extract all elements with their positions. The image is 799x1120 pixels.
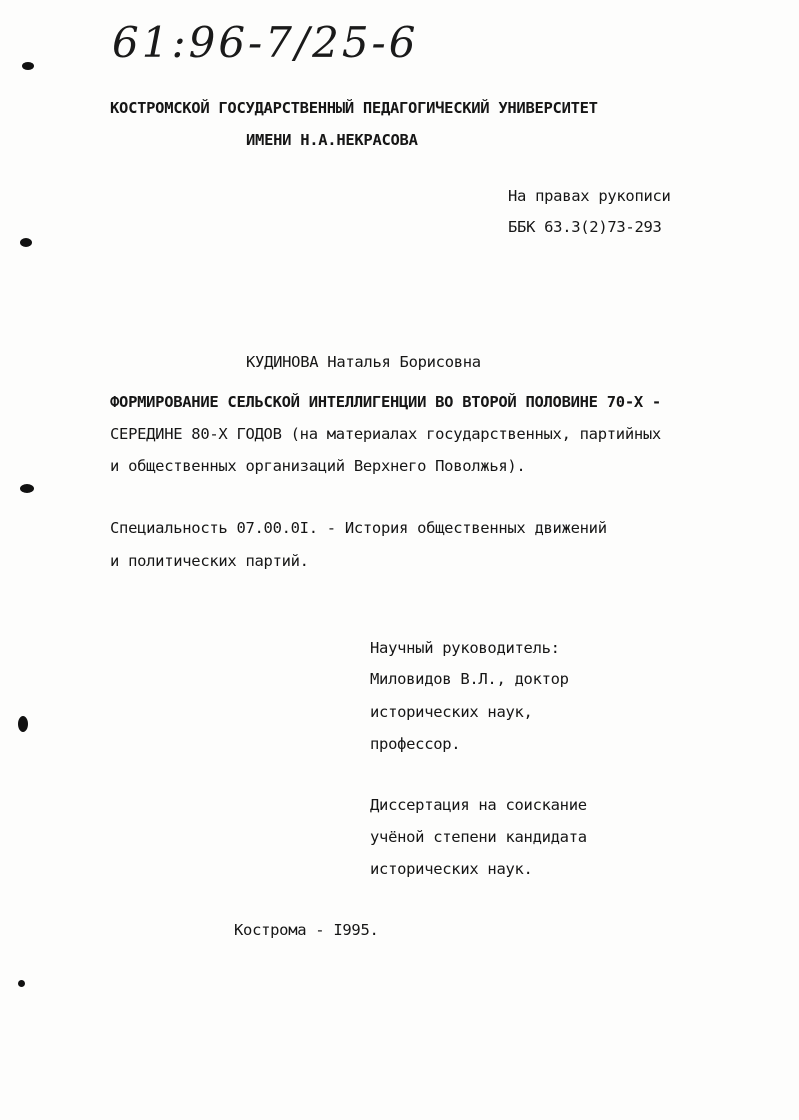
manuscript-rights: На правах рукописи <box>508 187 671 205</box>
university-dedication: ИМЕНИ Н.А.НЕКРАСОВА <box>246 131 418 149</box>
specialty-line: и политических партий. <box>110 552 309 570</box>
margin-mark <box>20 238 32 247</box>
supervisor-line: Миловидов В.Л., доктор <box>370 670 569 688</box>
place-and-year: Кострома - I995. <box>234 921 379 939</box>
dissertation-degree-line: Диссертация на соискание <box>370 796 587 814</box>
dissertation-title-line: СЕРЕДИНЕ 80-Х ГОДОВ (на материалах государственных, партийных <box>110 425 661 443</box>
supervisor-line: профессор. <box>370 735 461 753</box>
dissertation-title-line: ФОРМИРОВАНИЕ СЕЛЬСКОЙ ИНТЕЛЛИГЕНЦИИ ВО ВТОРОЙ ПОЛОВИНЕ 70-Х - <box>110 393 661 411</box>
supervisor-line: исторических наук, <box>370 703 533 721</box>
specialty-line: Специальность 07.00.0I. - История общественных движений <box>110 519 607 537</box>
supervisor-line: Научный руководитель: <box>370 639 560 657</box>
university-name: КОСТРОМСКОЙ ГОСУДАРСТВЕННЫЙ ПЕДАГОГИЧЕСКИЙ УНИВЕРСИТЕТ <box>110 99 598 117</box>
dissertation-title-line: и общественных организаций Верхнего Поволжья). <box>110 457 526 475</box>
margin-mark <box>18 716 28 732</box>
bbk-code: ББК 63.3(2)73-293 <box>508 218 662 236</box>
dissertation-degree-line: исторических наук. <box>370 860 533 878</box>
dissertation-degree-line: учёной степени кандидата <box>370 828 587 846</box>
margin-mark <box>20 484 34 493</box>
margin-mark <box>22 62 34 70</box>
author-name: КУДИНОВА Наталья Борисовна <box>246 353 481 371</box>
margin-mark <box>18 980 25 987</box>
archive-number-handwritten: 61:96-7/25-6 <box>112 18 419 67</box>
